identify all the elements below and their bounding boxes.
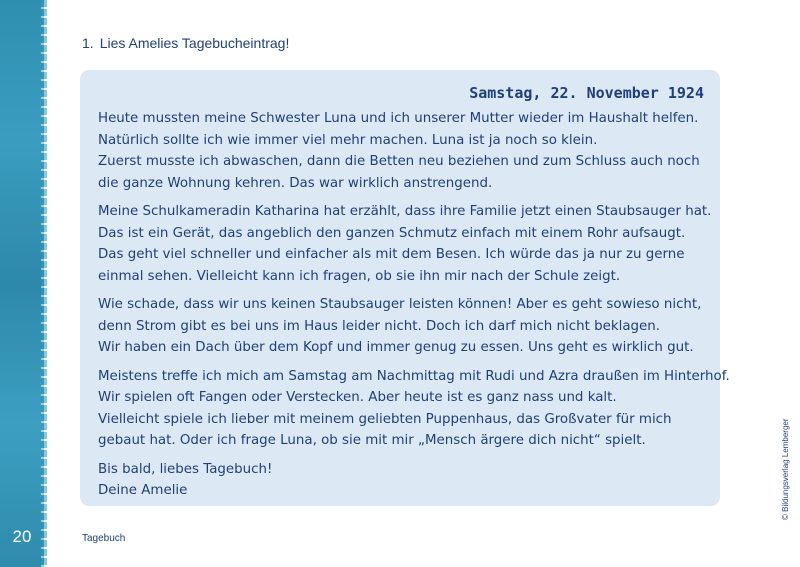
task-instruction (82, 35, 289, 51)
diary-line: Vielleicht spiele ich lieber mit meinem geliebten Puppenhaus, das Großvater für mich (98, 411, 672, 427)
diary-line: Meistens treffe ich mich am Samstag am Nachmittag mit Rudi und Azra draußen im Hinterhof. (98, 368, 730, 384)
diary-line: Wir haben ein Dach über dem Kopf und immer genug zu essen. Uns geht es wirklich gut. (98, 340, 694, 355)
diary-line: gebaut hat. Oder ich frage Luna, ob sie mit mir „Mensch ärgere dich nicht“ spielt. (98, 433, 646, 448)
diary-entry-box (80, 70, 730, 506)
diary-line: Zuerst musste ich abwaschen, dann die Betten neu beziehen und zum Schluss auch noch (98, 154, 700, 169)
task-text: Lies Amelies Tagebucheintrag! (99, 35, 290, 51)
task-number: 1. (82, 35, 94, 51)
diary-line: Meine Schulkameradin Katharina hat erzählt, dass ihre Familie jetzt einen Staubsauger hat. (98, 204, 712, 219)
diary-paragraph-4 (98, 366, 730, 452)
side-strip (0, 0, 44, 567)
diary-line: denn Strom gibt es bei uns im Haus leider nicht. Doch ich darf mich nicht beklagen. (98, 318, 661, 334)
diary-body (98, 108, 730, 509)
diary-line: Natürlich sollte ich wie immer viel mehr machen. Luna ist ja noch so klein. (98, 132, 598, 148)
diary-line: Das ist ein Gerät, das angeblich den ganzen Schmutz einfach mit einem Rohr aufsaugt. (98, 225, 686, 241)
diary-line: die ganze Wohnung kehren. Das war wirklich anstrengend. (98, 175, 493, 191)
diary-line: Heute mussten meine Schwester Luna und ich unserer Mutter wieder im Haushalt helfen. (98, 111, 699, 126)
diary-line: Das geht viel schneller und einfacher als mit dem Besen. Ich würde das ja nur zu gerne (98, 247, 685, 262)
page-number: 20 (12, 527, 32, 546)
diary-line: Bis bald, liebes Tagebuch! (98, 461, 273, 477)
diary-line: Wir spielen oft Fangen oder Verstecken. Aber heute ist es ganz nass und kalt. (98, 390, 617, 405)
diary-paragraph-3 (98, 294, 708, 359)
copyright-notice: © Bildungsverlag Lemberger (781, 418, 790, 520)
diary-line: Wie schade, dass wir uns keinen Staubsauger leisten können! Aber es geht sowieso nicht, (98, 297, 702, 312)
diary-paragraph-1 (98, 108, 708, 194)
footer-label: Tagebuch (82, 533, 126, 544)
diary-line: einmal sehen. Vielleicht kann ich fragen, ob sie ihn mir nach der Schule zeigt. (98, 268, 621, 284)
diary-paragraph-2 (98, 201, 712, 287)
diary-signature: Deine Amelie (98, 483, 188, 498)
diary-closing (98, 459, 708, 502)
diary-date: Samstag, 22. November 1924 (469, 84, 704, 102)
